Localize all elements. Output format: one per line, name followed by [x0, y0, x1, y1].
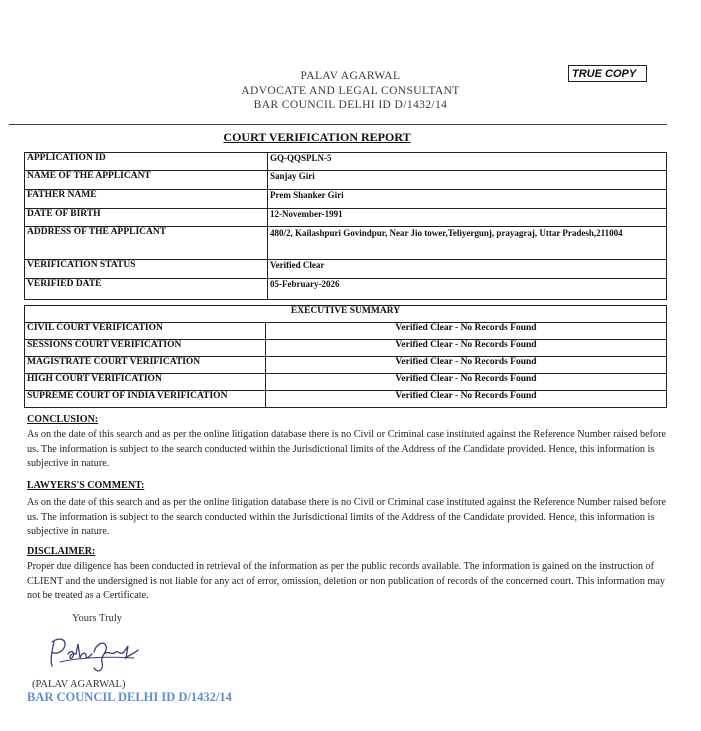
field-label: ADDRESS OF THE APPLICANT: [25, 227, 268, 260]
table-row: [25, 279, 667, 300]
court-label: CIVIL COURT VERIFICATION: [25, 323, 266, 340]
table-row: [25, 227, 667, 260]
court-status: Verified Clear - No Records Found: [266, 357, 667, 374]
field-label: DATE OF BIRTH: [25, 209, 268, 227]
court-label: SESSIONS COURT VERIFICATION: [25, 340, 266, 357]
table-row: [25, 323, 667, 340]
field-value: Sanjay Giri: [268, 171, 667, 190]
table-row: [25, 357, 667, 374]
disclaimer-text: Proper due diligence has been conducted in retrieval of the information as per the public records available. The information is gained on the instruction of CLIENT and the undersigned is not liable for any act of error, omission, deletion or non publication of records of the concerned court. This information may not be treated as a Certificate.: [27, 561, 666, 601]
executive-summary-table: [24, 305, 667, 408]
court-label: HIGH COURT VERIFICATION: [25, 374, 266, 391]
court-label: MAGISTRATE COURT VERIFICATION: [25, 357, 266, 374]
court-status: Verified Clear - No Records Found: [266, 374, 667, 391]
court-status: Verified Clear - No Records Found: [266, 391, 667, 408]
signatory-bar-id: BAR COUNCIL DELHI ID D/1432/14: [27, 690, 232, 704]
lawyers-comment-heading: LAWYERS'S COMMENT:: [27, 480, 145, 491]
field-label: VERIFIED DATE: [25, 279, 268, 300]
conclusion-text: As on the date of this search and as per the online litigation database there is no Civil or Criminal case instituted against the Reference Number raised before us. The information is subject to the search conducted within the Jurisdictional limits of the Address of the Candidate provided. Hence, this information is subjective in nature.: [27, 429, 667, 469]
lawyers-comment-text: As on the date of this search and as per the online litigation database there is no Civil or Criminal case instituted against the Reference Number raised before us. The information is subject to the search conducted within the Jurisdictional limits of the Address of the Candidate provided. Hence, this information is subjective in nature.: [27, 497, 667, 537]
field-label: NAME OF THE APPLICANT: [25, 171, 268, 190]
signature-image: [46, 632, 142, 676]
disclaimer-heading: DISCLAIMER:: [27, 546, 96, 557]
court-label: SUPREME COURT OF INDIA VERIFICATION: [25, 391, 266, 408]
report-title: COURT VERIFICATION REPORT: [223, 130, 411, 144]
field-label: FATHER NAME: [25, 190, 268, 209]
conclusion-heading: CONCLUSION:: [27, 414, 99, 425]
summary-title: EXECUTIVE SUMMARY: [25, 306, 667, 323]
header-divider: [9, 124, 667, 125]
field-value: 12-November-1991: [268, 209, 667, 227]
table-row: [25, 374, 667, 391]
signatory-name: (PALAV AGARWAL): [32, 679, 126, 690]
applicant-details-table: [24, 152, 667, 300]
field-label: APPLICATION ID: [25, 153, 268, 171]
table-row: [25, 190, 667, 209]
table-row: [25, 391, 667, 408]
true-copy-stamp: TRUE COPY: [568, 65, 647, 82]
court-status: Verified Clear - No Records Found: [266, 323, 667, 340]
bar-council-id: BAR COUNCIL DELHI ID D/1432/14: [253, 99, 448, 111]
field-value: 05-February-2026: [268, 279, 667, 300]
table-row: [25, 171, 667, 190]
table-row: [25, 260, 667, 279]
advocate-name: PALAV AGARWAL: [300, 70, 401, 82]
field-value: 480/2, Kailashpuri Govindpur, Near Jio tower,Teliyergunj, prayagraj, Uttar Pradesh,211004: [268, 227, 667, 260]
field-label: VERIFICATION STATUS: [25, 260, 268, 279]
court-status: Verified Clear - No Records Found: [266, 340, 667, 357]
closing-text: Yours Truly: [72, 613, 123, 624]
advocate-role: ADVOCATE AND LEGAL CONSULTANT: [241, 85, 460, 97]
field-value: Prem Shanker Giri: [268, 190, 667, 209]
table-row: [25, 209, 667, 227]
table-row: [25, 153, 667, 171]
field-value: Verified Clear: [268, 260, 667, 279]
field-value: GQ-QQSPLN-5: [268, 153, 667, 171]
table-row: [25, 340, 667, 357]
table-row: [25, 306, 667, 323]
